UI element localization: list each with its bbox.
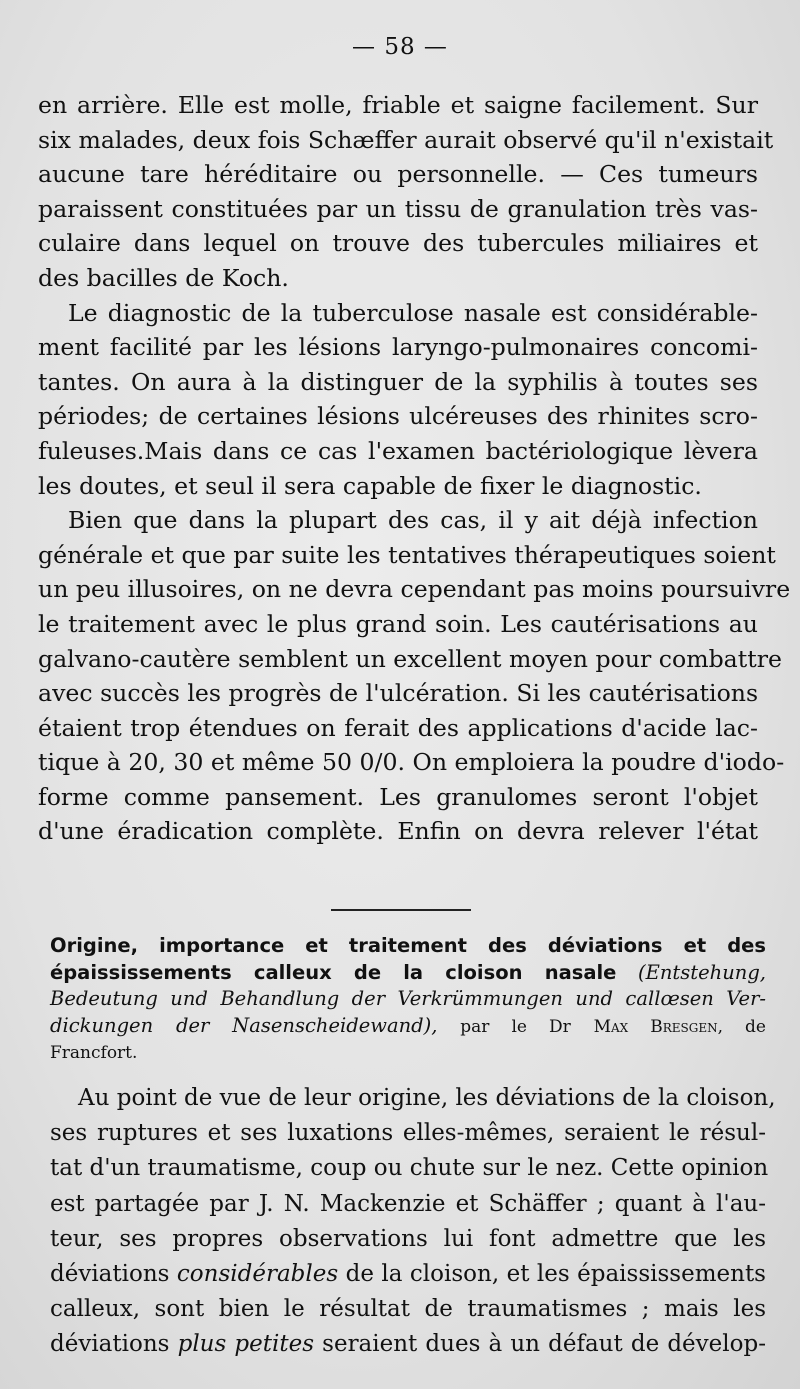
text-line: en arrière. Elle est molle, friable et saigne facilement. Sur — [38, 91, 758, 119]
text-run: seraient dues à un défaut de dévelop- — [314, 1331, 766, 1358]
text-line: Au point de vue de leur origine, les déviations de la cloison, — [78, 1085, 776, 1111]
text-run: déviations — [50, 1331, 178, 1358]
text-line: paraissent constituées par un tissu de granulation très vas- — [38, 194, 758, 223]
text-line: fuleuses.Mais dans ce cas l'examen bactériologique lèvera — [38, 436, 758, 465]
author-prefix: par le Dr — [460, 1016, 571, 1037]
author-suffix: , de — [717, 1016, 766, 1037]
text-run: de la cloison, et les épaississements — [338, 1261, 766, 1288]
heading-line: Bedeutung und Behandlung der Verkrümmungen und callœsen Ver- — [50, 987, 766, 1010]
text-line: teur, ses propres observations lui font admettre que les — [50, 1225, 766, 1252]
text-line: culaire dans lequel on trouve des tubercules miliaires et — [38, 229, 758, 258]
heading-line — [50, 933, 766, 960]
heading-line: Francfort. — [50, 1043, 138, 1063]
heading-line — [50, 1013, 766, 1041]
text-line: tantes. On aura à la distinguer de la syphilis à toutes ses — [38, 367, 758, 396]
heading-title: Origine, importance et traitement des déviations et des — [50, 934, 766, 957]
page-number: — 58 — — [352, 34, 448, 60]
body-text — [38, 88, 791, 884]
text-line: étaient trop étendues on ferait des applications d'acide lac- — [38, 713, 758, 742]
text-line: Le diagnostic de la tuberculose nasale est considérable- — [68, 298, 758, 327]
text-line: est partagée par J. N. Mackenzie et Schäffer ; quant à l'au- — [50, 1190, 766, 1217]
text-line: galvano-cautère semblent un excellent moyen pour combattre — [38, 644, 782, 673]
text-line: générale et que par suite les tentatives thérapeutiques soient — [38, 540, 776, 569]
text-line: forme comme pansement. Les granulomes seront l'objet — [38, 782, 758, 811]
text-line: périodes; de certaines lésions ulcéreuses des rhinites scro- — [38, 402, 758, 431]
emphasis: plus petites — [177, 1331, 315, 1358]
text-line: calleux, sont bien le résultat de traumatismes ; mais les — [50, 1296, 766, 1323]
text-line: tat d'un traumatisme, coup ou chute sur le nez. Cette opinion — [50, 1155, 769, 1182]
text-line: avec succès les progrès de l'ulcération. Si les cautérisations — [38, 679, 759, 708]
heading-german: dickungen der Nasenscheidewand), — [50, 1013, 438, 1037]
body-text-2 — [50, 1081, 776, 1363]
section-divider — [331, 909, 471, 911]
article-heading — [50, 933, 766, 1067]
text-line: six malades, deux fois Schæffer aurait observé qu'il n'existait — [38, 125, 774, 154]
text-line: tique à 20, 30 et même 50 0/0. On emploiera la poudre d'iodo- — [38, 748, 785, 777]
text-line: d'une éradication complète. Enfin on devra relever l'état — [38, 817, 758, 846]
text-line: ses ruptures et ses luxations elles-mêmes, seraient le résul- — [50, 1120, 766, 1147]
text-line: des bacilles de Koch. — [38, 263, 289, 292]
emphasis: considérables — [176, 1261, 339, 1288]
citation-signature-row — [38, 849, 758, 884]
text-line: un peu illusoires, on ne devra cependant pas moins poursuivre — [38, 575, 791, 604]
text-line: les doutes, et seul il sera capable de fixer le diagnostic. — [38, 471, 702, 500]
heading-line — [50, 960, 766, 987]
heading-title: épaississements calleux de la cloison nasale — [50, 960, 617, 984]
text-line: Bien que dans la plupart des cas, il y ait déjà infection — [68, 506, 758, 535]
text-line — [50, 1257, 766, 1292]
text-line: ment facilité par les lésions laryngo-pulmonaires concomi- — [38, 333, 758, 362]
text-line: le traitement avec le plus grand soin. Les cautérisations au — [38, 609, 758, 638]
heading-german: (Entstehung, — [638, 960, 766, 984]
author-name: Max Bresgen — [593, 1016, 718, 1037]
text-line — [50, 1327, 766, 1362]
text-run: déviations — [50, 1261, 177, 1288]
text-line: aucune tare héréditaire ou personnelle. — Ces tumeurs — [38, 160, 758, 189]
